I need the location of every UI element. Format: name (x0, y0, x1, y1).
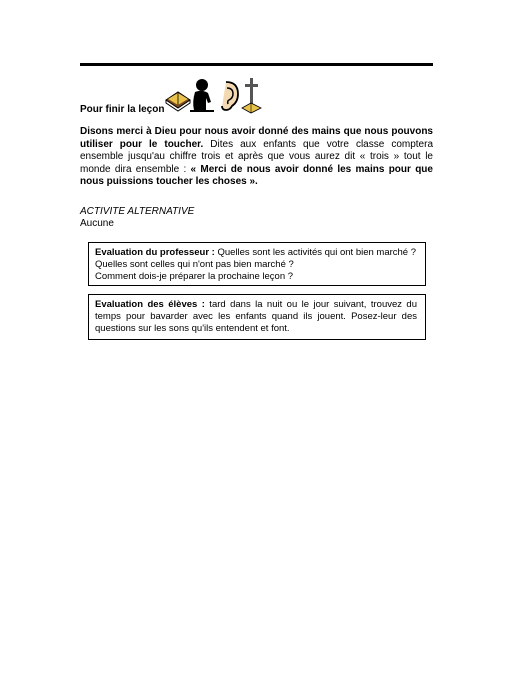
student-evaluation-box (88, 294, 426, 340)
alternative-activity-value: Aucune (80, 218, 114, 229)
closing-bold-intro: Disons merci à Dieu pour nous avoir donné des mains que nous pouvons utiliser pour le toucher. (80, 126, 433, 150)
student-evaluation-text: tard dans la nuit ou le jour suivant, trouvez du temps pour bavarder avec les enfants quand ils jouent. Posez-leur des questions sur les sons qu'ils entendent et font. (95, 299, 418, 334)
ear-icon (222, 82, 238, 110)
teacher-evaluation-text-2: Comment dois-je préparer la prochaine leçon ? (95, 271, 294, 282)
top-rule (80, 63, 433, 66)
book-icon (166, 92, 190, 111)
closing-prayer: « Merci de nous avoir donné les mains pour que nous puissions toucher les choses ». (80, 163, 433, 187)
cross-on-bible-icon (242, 78, 261, 113)
student-evaluation-label: Evaluation des élèves : (95, 299, 205, 310)
teacher-evaluation-box (88, 242, 426, 286)
closing-paragraph (80, 126, 433, 189)
teacher-evaluation-label: Evaluation du professeur : (95, 247, 215, 258)
closing-instructions: Dites aux enfants que votre classe comptera ensemble jusqu'au chiffre trois et après que vous aurez dit « trois » tout le monde dira ensemble : (80, 138, 434, 175)
praying-child-icon (190, 79, 214, 112)
alternative-activity-title: ACTIVITE ALTERNATIVE (80, 206, 195, 217)
section-heading: Pour finir la leçon (80, 104, 165, 115)
teacher-evaluation-text: Quelles sont les activités qui ont bien marché ? Quelles sont celles qui n'ont pas bien marché ? (95, 247, 417, 270)
lesson-icons (164, 76, 264, 116)
